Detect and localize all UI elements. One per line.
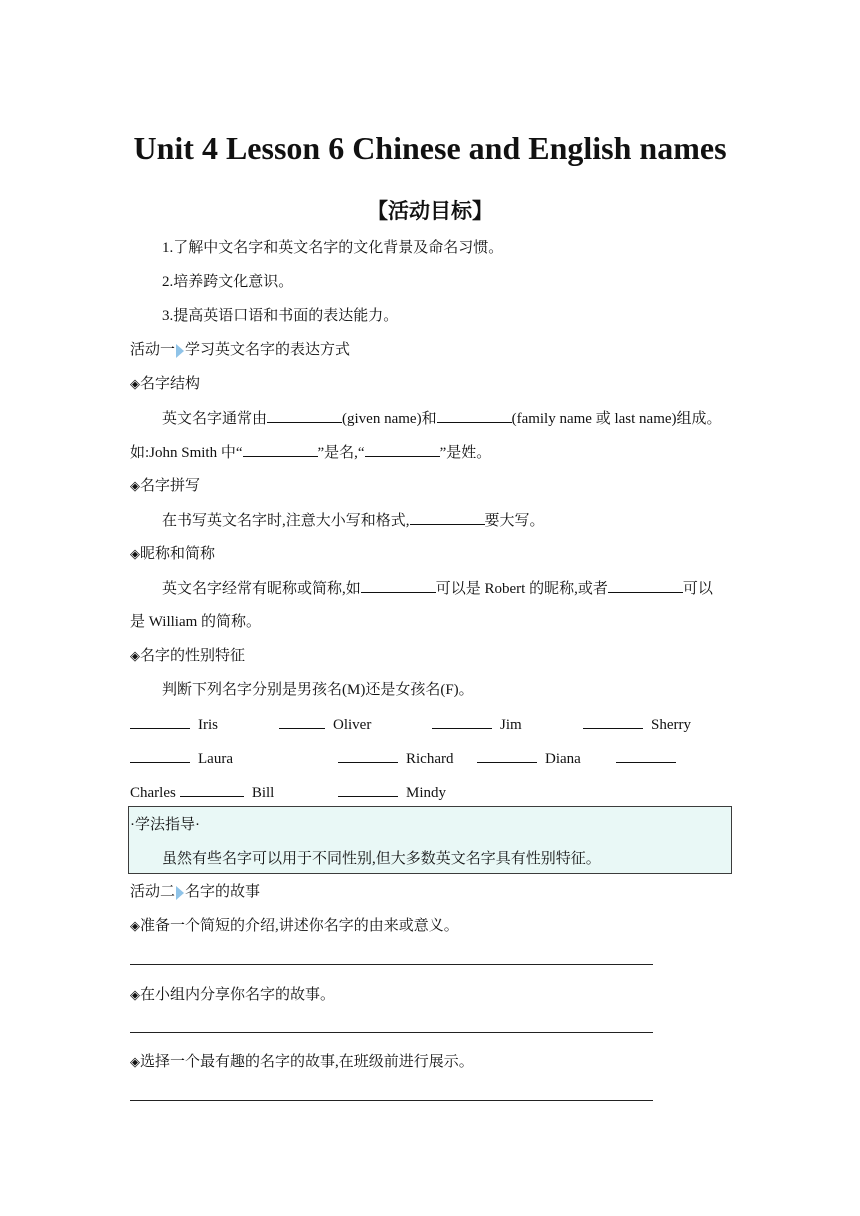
gender-blank[interactable]	[338, 748, 398, 763]
blank-given-name[interactable]	[267, 408, 342, 423]
objective-2: 2.培养跨文化意识。	[162, 274, 294, 290]
section-heading-gender: ◈名字的性别特征	[130, 648, 246, 664]
blank-last-name[interactable]	[365, 442, 440, 457]
gender-blank[interactable]	[130, 748, 190, 763]
gender-item-laura: Laura	[130, 748, 233, 769]
diamond-bullet-icon: ◈	[130, 377, 140, 392]
gender-blank[interactable]	[130, 714, 190, 729]
structure-paragraph-1: 英文名字通常由 (given name)和 (family name 或 last name)组成。	[162, 408, 722, 429]
arrow-right-icon	[176, 344, 184, 358]
gender-item-sherry: Sherry	[583, 714, 691, 735]
task-2: ◈在小组内分享你名字的故事。	[130, 987, 336, 1003]
diamond-bullet-icon: ◈	[130, 919, 140, 934]
section-heading-spelling: ◈名字拼写	[130, 478, 201, 494]
objective-3: 3.提高英语口语和书面的表达能力。	[162, 308, 399, 324]
gender-item-iris: Iris	[130, 714, 218, 735]
gender-item-charles	[616, 748, 676, 769]
gender-blank[interactable]	[279, 714, 325, 729]
gender-instruction: 判断下列名字分别是男孩名(M)还是女孩名(F)。	[162, 682, 474, 698]
diamond-bullet-icon: ◈	[130, 649, 140, 664]
objective-1: 1.了解中文名字和英文名字的文化背景及命名习惯。	[162, 240, 504, 256]
activity-1-label: 活动一 学习英文名字的表达方式	[130, 342, 351, 358]
structure-paragraph-2: 如:John Smith 中“ ”是名,“ ”是姓。	[130, 442, 491, 463]
gender-blank[interactable]	[583, 714, 643, 729]
gender-item-diana: Diana	[477, 748, 581, 769]
gender-item-mindy: Mindy	[338, 782, 446, 803]
objectives-heading: 【活动目标】	[367, 199, 493, 223]
gender-blank[interactable]	[477, 748, 537, 763]
task-3: ◈选择一个最有趣的名字的故事,在班级前进行展示。	[130, 1054, 474, 1070]
gender-item-jim: Jim	[432, 714, 522, 735]
blank-first-name[interactable]	[243, 442, 318, 457]
blank-capitalize[interactable]	[410, 510, 485, 525]
gender-item-oliver: Oliver	[279, 714, 371, 735]
gender-blank[interactable]	[432, 714, 492, 729]
activity-2-label: 活动二 名字的故事	[130, 884, 261, 900]
section-heading-structure: ◈名字结构	[130, 376, 201, 392]
answer-line-1[interactable]	[130, 964, 653, 965]
spelling-paragraph: 在书写英文名字时,注意大小写和格式, 要大写。	[162, 510, 545, 531]
diamond-bullet-icon: ◈	[130, 479, 140, 494]
nickname-paragraph-2: 是 William 的简称。	[130, 614, 262, 630]
gender-blank[interactable]	[180, 782, 244, 797]
gender-blank[interactable]	[338, 782, 398, 797]
blank-nickname[interactable]	[361, 578, 436, 593]
nickname-paragraph-1: 英文名字经常有昵称或简称,如 可以是 Robert 的昵称,或者 可以	[162, 578, 713, 599]
blank-family-name[interactable]	[437, 408, 512, 423]
page-title: Unit 4 Lesson 6 Chinese and English names	[133, 130, 727, 166]
answer-line-3[interactable]	[130, 1100, 653, 1101]
diamond-bullet-icon: ◈	[130, 988, 140, 1003]
gender-blank[interactable]	[616, 748, 676, 763]
study-guide-title: ·学法指导·	[130, 817, 200, 833]
answer-line-2[interactable]	[130, 1032, 653, 1033]
diamond-bullet-icon: ◈	[130, 1055, 140, 1070]
task-1: ◈准备一个简短的介绍,讲述你名字的由来或意义。	[130, 918, 459, 934]
section-heading-nicknames: ◈昵称和简称	[130, 546, 216, 562]
diamond-bullet-icon: ◈	[130, 547, 140, 562]
arrow-right-icon	[176, 886, 184, 900]
blank-short-name[interactable]	[608, 578, 683, 593]
gender-item-richard: Richard	[338, 748, 453, 769]
study-guide-text: 虽然有些名字可以用于不同性别,但大多数英文名字具有性别特征。	[162, 851, 601, 867]
gender-item-bill: Charles Bill	[130, 782, 274, 803]
